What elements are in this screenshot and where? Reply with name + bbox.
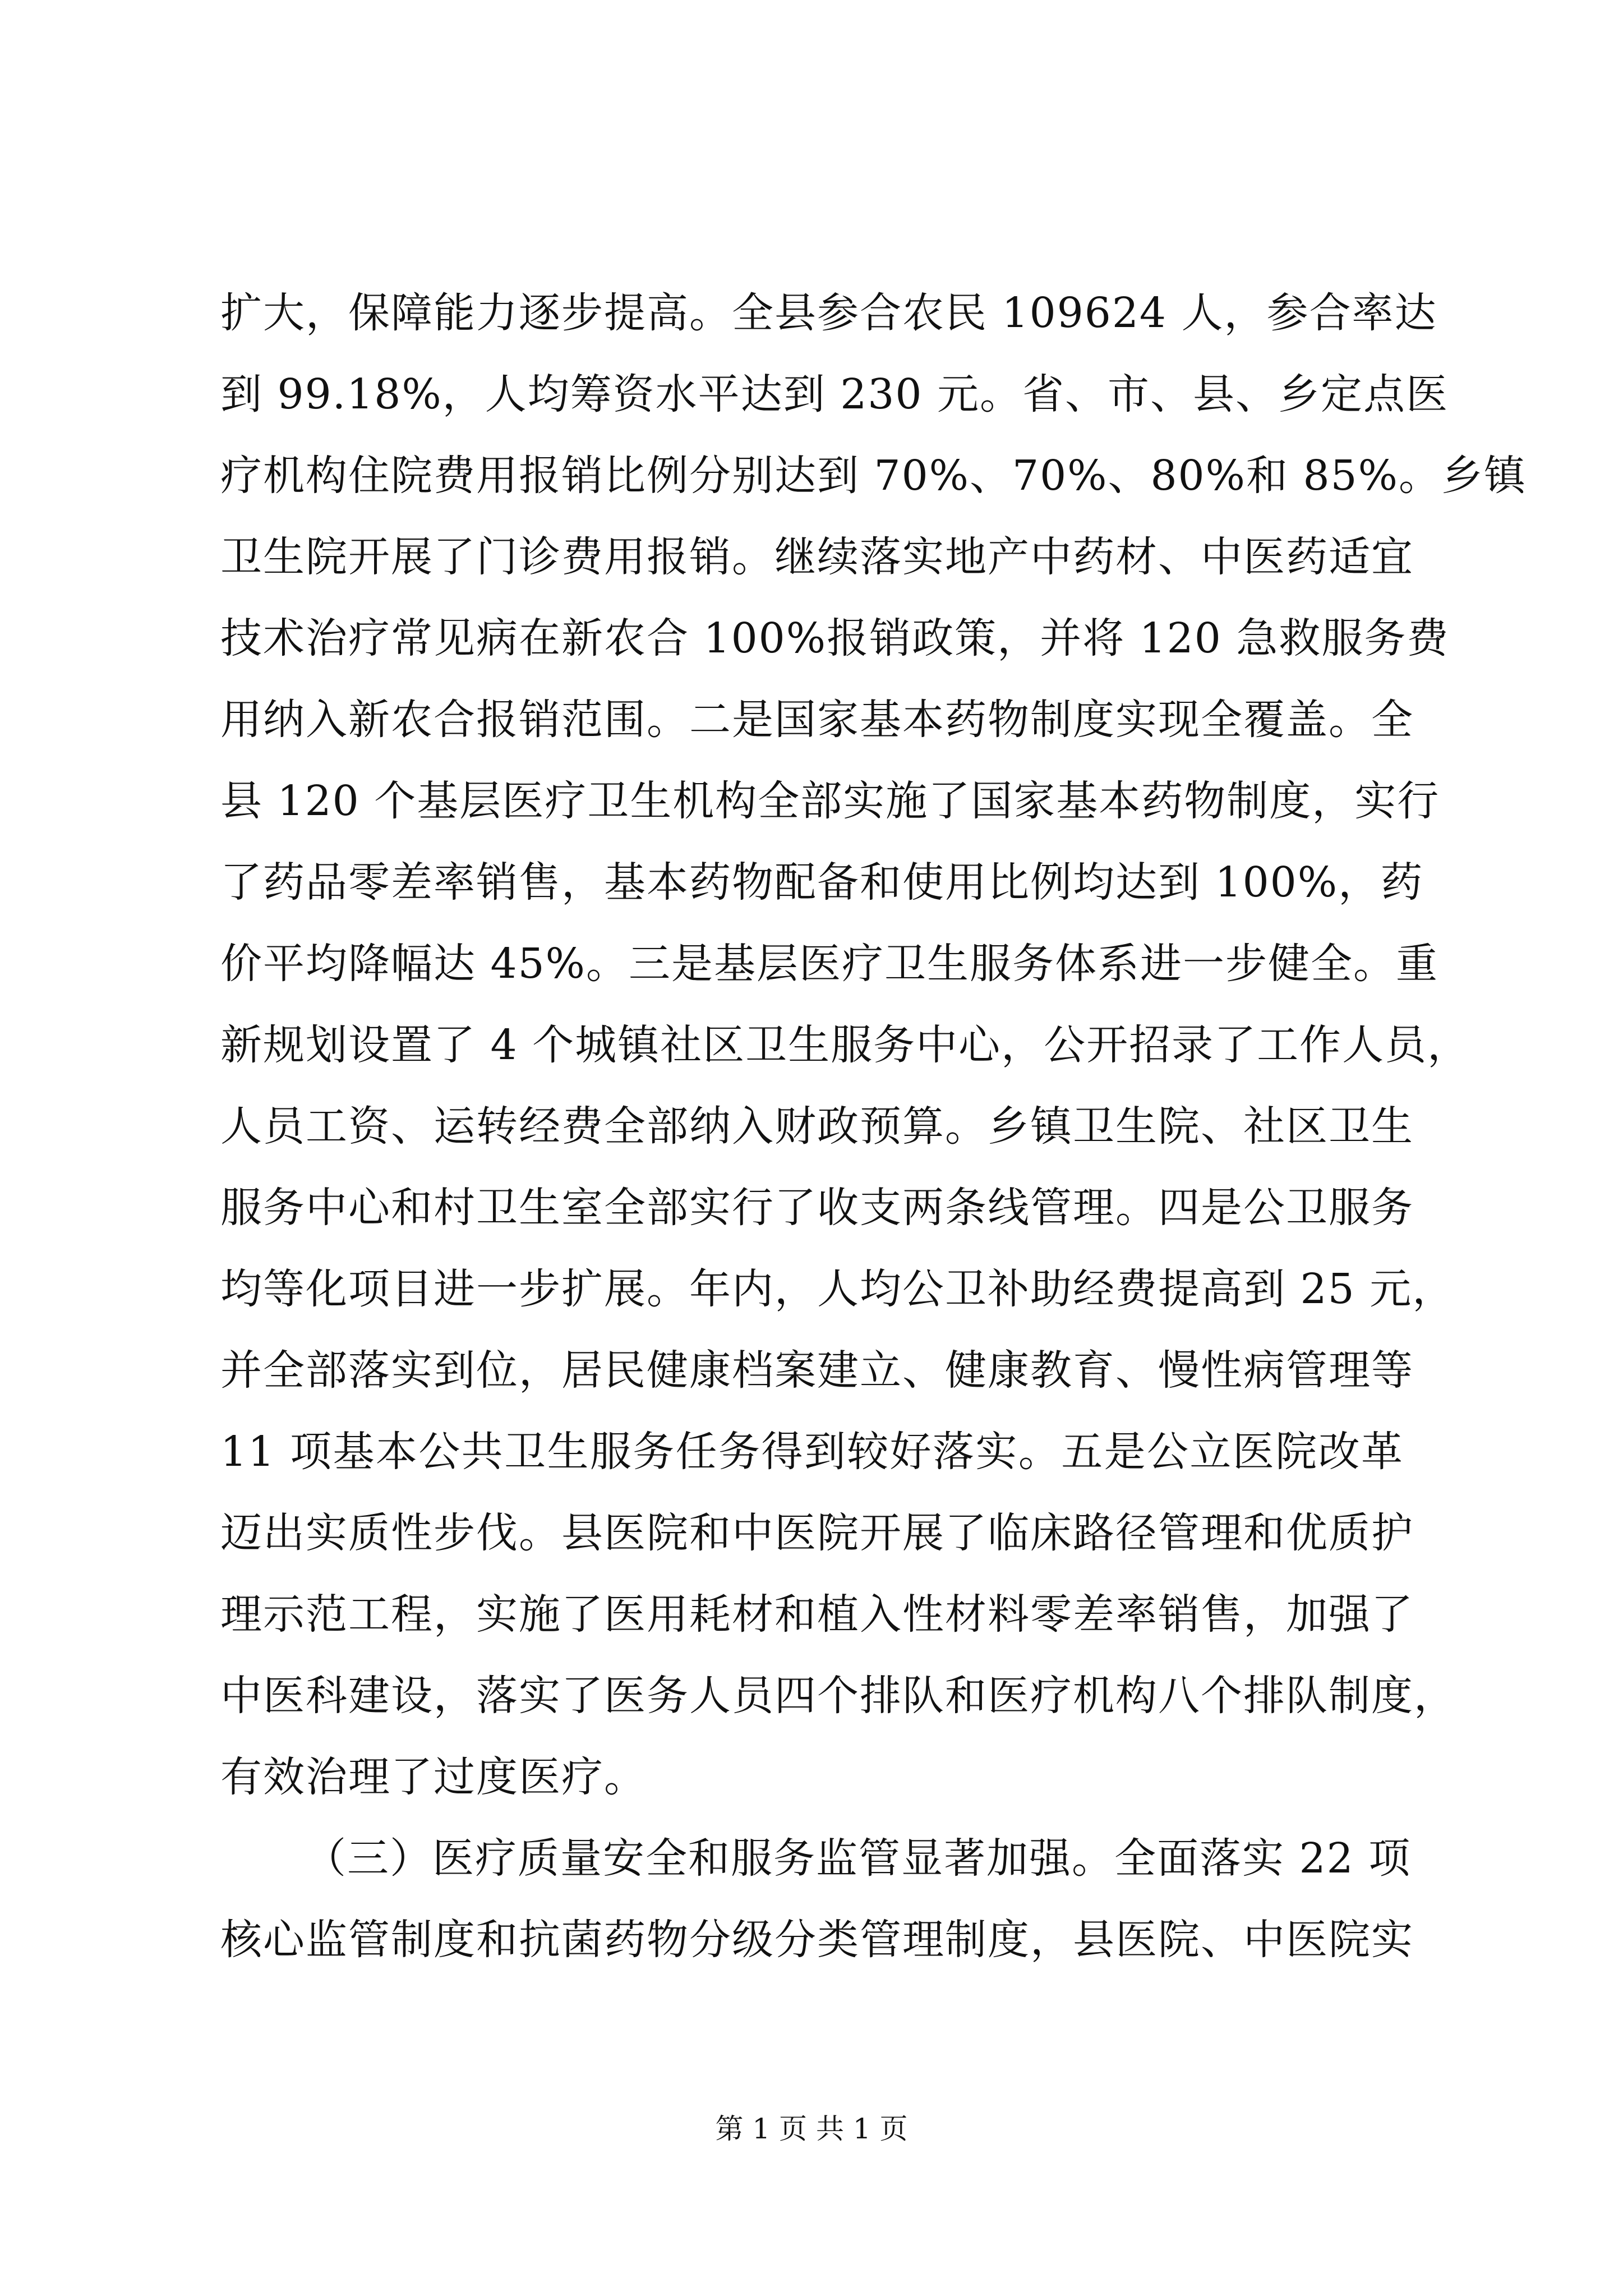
- document-body: [220, 273, 1527, 1981]
- text-line: 技术治疗常见病在新农合 100%报销政策，并将 120 急救服务费: [220, 614, 1450, 662]
- text-line: 均等化项目进一步扩展。年内，人均公卫补助经费提高到 25 元，: [220, 1265, 1455, 1313]
- text-line: 核心监管制度和抗菌药物分级分类管理制度，县医院、中医院实: [220, 1916, 1414, 1964]
- text-line: 卫生院开展了门诊费用报销。继续落实地产中药材、中医药适宜: [220, 533, 1414, 581]
- text-line: 新规划设置了 4 个城镇社区卫生服务中心，公开招录了工作人员，: [220, 1021, 1470, 1069]
- text-line: 疗机构住院费用报销比例分别达到 70%、70%、80%和 85%。乡镇: [220, 452, 1527, 500]
- text-line: 并全部落实到位，居民健康档案建立、健康教育、慢性病管理等: [220, 1346, 1414, 1395]
- paragraph-end-line: 有效治理了过度医疗。: [220, 1753, 647, 1801]
- text-line: 扩大，保障能力逐步提高。全县参合农民 109624 人，参合率达: [220, 289, 1437, 337]
- text-line: 价平均降幅达 45%。三是基层医疗卫生服务体系进一步健全。重: [220, 940, 1438, 988]
- text-line: 服务中心和村卫生室全部实行了收支两条线管理。四是公卫服务: [220, 1184, 1414, 1232]
- text-line: 到 99.18%，人均筹资水平达到 230 元。省、市、县、乡定点医: [220, 370, 1449, 418]
- section-heading-line: （三）医疗质量安全和服务监管显著加强。全面落实 22 项: [305, 1834, 1412, 1883]
- text-line: 用纳入新农合报销范围。二是国家基本药物制度实现全覆盖。全: [220, 696, 1414, 744]
- text-line: 了药品零差率销售，基本药物配备和使用比例均达到 100%，药: [220, 858, 1424, 907]
- text-line: 迈出实质性步伐。县医院和中医院开展了临床路径管理和优质护: [220, 1509, 1414, 1557]
- text-line: 人员工资、运转经费全部纳入财政预算。乡镇卫生院、社区卫生: [220, 1102, 1414, 1151]
- page-footer: 第 1 页 共 1 页: [715, 2113, 908, 2145]
- text-line: 中医科建设，落实了医务人员四个排队和医疗机构八个排队制度，: [220, 1672, 1456, 1720]
- text-line: 县 120 个基层医疗卫生机构全部实施了国家基本药物制度，实行: [220, 777, 1440, 825]
- text-line: 11 项基本公共卫生服务任务得到较好落实。五是公立医院改革: [220, 1428, 1404, 1476]
- text-line: 理示范工程，实施了医用耗材和植入性材料零差率销售，加强了: [220, 1590, 1414, 1639]
